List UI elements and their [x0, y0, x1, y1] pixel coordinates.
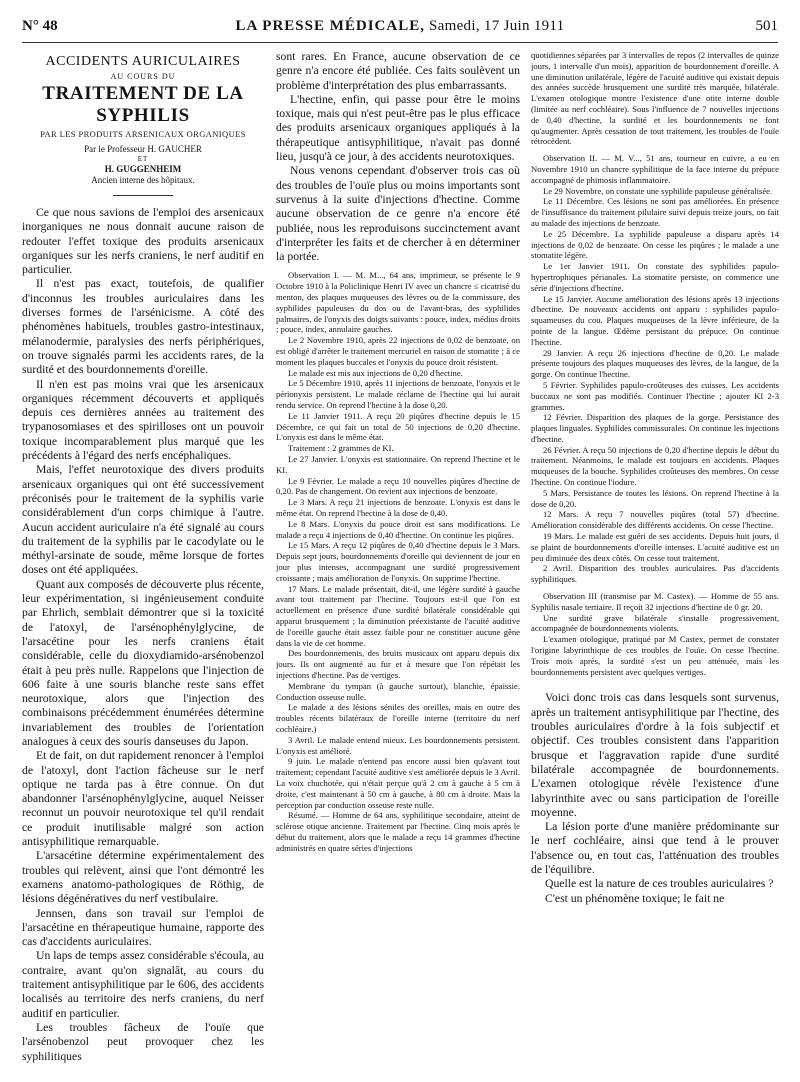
observation-entry: Le 25 Décembre. La syphilide papuleuse a disparu après 14 injections de 0,02 de benzoate. On cesse les piqûres ; le malade a une stomatite légère.	[531, 228, 779, 261]
paragraph: Il n'en est pas moins vrai que les arsenicaux organiques récemment découverts et appliqués depuis ces dernières années au traitement des trypanosomiases et des spirilloses ont un pouvoir toxique incomparablement plus marqué que les précédents à l'égard des nerfs encéphaliques.	[22, 377, 264, 463]
observation-entry: Le malade est mis aux injections de 0,20 d'hectine.	[288, 367, 463, 378]
observation-entry: Le 27 Janvier. L'onyxis est stationnaire. On reprend l'hectine et le KI.	[276, 454, 520, 475]
observation-entry: 5 Février. Syphilides papulo-croûteuses des cuisses. Les accidents buccaux ne sont pas modifiés. Continuer l'hectine ; ajouter KI 2-3 grammes.	[531, 379, 779, 412]
observation-entry: 12 Février. Disparition des plaques de la gorge. Persistance des plaques linguales. Syphilides commissurales. On continue les injections d'hectine.	[531, 412, 779, 444]
journal-title	[22, 18, 778, 35]
observation-entry: 2 Avril. Disparition des troubles auriculaires. Pas d'accidents syphilitiques.	[531, 563, 779, 585]
observation-entry: Membrane du tympan (à gauche surtout), blanchie, épaissie. Conduction osseuse nulle.	[276, 680, 520, 702]
paragraph: Jennsen, dans son travail sur l'emploi de l'arsacétine en thérapeutique humaine, rapporte des cas d'accidents auriculaires.	[22, 906, 264, 949]
paragraph: Les troubles fâcheux de l'ouïe que l'arsénobenzol peut provoquer chez les syphilitiques	[22, 1020, 264, 1063]
observation-entry: 26 Février. A reçu 50 injections de 0,20 d'hectine depuis le début du traitement. Néanmoins, le malade est toujours en accidents. Plaques muqueuses de la bouche. Syphilides croûteuses des membres. On cesse l'hectine. On continue l'iodure.	[531, 444, 779, 488]
observation-entry: 5 Mars. Persistance de toutes les lésions. On reprend l'hectine à la dose de 0,20.	[531, 487, 779, 509]
observation-entry: Le 8 Mars. L'onyxis du pouce droit est sans modifications. Le malade a reçu 4 injections de 0,40 d'hectine. On continue les piqûres.	[276, 518, 520, 540]
heading-separator	[113, 195, 173, 196]
observation-entry: 3 Avril. Le malade entend mieux. Les bourdonnements persistent. L'onyxis est amélioré.	[276, 734, 520, 756]
observation-entry: 12 Mars. A reçu 7 nouvelles piqûres (total 57) d'hectine. Amélioration considérable des différents accidents. On cesse l'hectine.	[531, 509, 779, 531]
column-2	[276, 50, 520, 1080]
article-subtitle: PAR LES PRODUITS ARSENICAUX ORGANIQUES	[40, 129, 246, 139]
paragraph: Il n'est pas exact, toutefois, de qualifier d'inconnus les troubles auriculaires dans les diverses formes de l'arsénicisme. A côté des phénomènes habituels, troubles gastro-intestinaux, mélanodermie, paralysies des nerfs périphériques, on trouve signalés parmi les accidents rares, de la surdité et des bourdonnements d'oreille.	[22, 277, 264, 377]
issue-number: N° 48	[22, 18, 58, 34]
article-title: TRAITEMENT DE LA SYPHILIS	[42, 83, 244, 126]
paragraph: L'arsacétine détermine expérimentalement des troubles qui relèvent, ainsi que l'ont démontré les examens anatomo-pathologiques de Röthig, de lésions dégénératives du nerf vestibulaire.	[22, 849, 264, 906]
observation-entry: Le 29 Novembre, on constate une syphilide papuleuse généralisée.	[543, 185, 773, 196]
article-heading	[22, 54, 264, 185]
observation-entry: Le 11 Janvier 1911. A reçu 20 piqûres d'hectine depuis le 15 Décembre, ce qui fait un total de 50 injections de 0,20 d'hectine. L'onyxis est dans le même état.	[276, 410, 520, 443]
paragraph: sont rares. En France, aucune observation de ce genre n'a encore été publiée. Ces faits soulèvent un problème d'interprétation des plus embarrassants.	[276, 50, 520, 92]
paragraph: Quelle est la nature de ces troubles auriculaires ?	[545, 877, 774, 891]
observation-entry: quotidiennes séparées par 3 intervalles de repos (2 intervalles de quinze jours, 1 intervalle d'un mois), apparition de bourdonnement d'oreille. A une diminution unilatérale, légère de l'acuité auditive qui existait depuis des années succède brusquement une surdité très marquée, bilatérale. L'examen otologique montre l'existence d'une otite interne double (limitée au nerf cochléaire). Sous l'influence de 7 nouvelles injections de 0,40 d'hectine, la surdité et les bourdonnements ne font qu'augmenter. Après cessation de tout traitement, les troubles de l'ouïe rétrocèdent.	[531, 50, 779, 147]
paragraph: La lésion porte d'une manière prédominante sur le nerf cochléaire, ainsi que tend à le prouver l'absence ou, en tout cas, l'atténuation des troubles de l'équilibre.	[531, 820, 779, 876]
observation-entry: Le 9 Février. Le malade a reçu 10 nouvelles piqûres d'hectine de 0,20. Pas de changement. On revient aux injections de benzoate.	[276, 475, 520, 497]
observation-heading: Observation II. — M. V..., 51 ans, tourneur en cuivre, a eu en Novembre 1910 un chancre syphilitique de la face interne du prépuce accompagné de phimosis inflammatoire.	[531, 153, 779, 185]
observation-entry: Le 5 Décembre 1910, après 11 injections de benzoate, l'onyxis et le périonyxis persistent. Le malade réclame de l'hectine qui lui aurait rendu service. On reprend l'hectine à la dose 0,20.	[276, 378, 520, 411]
observation-entry: L'examen otologique, pratiqué par M Castex, permet de constater l'origine labyrinthique de ces troubles de l'ouïe. On cesse l'hectine. Trois mois après, la surdité s'est un peu atténuée, mais les bourdonnements persistent avec quelques vertiges.	[531, 634, 779, 677]
column-3	[531, 50, 779, 1080]
column-1	[22, 50, 264, 1080]
article-and: ET	[137, 155, 149, 163]
page-header	[22, 18, 778, 40]
observation-heading: Observation III (transmise par M. Castex). — Homme de 55 ans. Syphilis nasale tertiaire. Il reçoit 32 injections d'hectine de 0 gr. 20.	[531, 591, 779, 612]
observation-entry: Traitement : 2 grammes de KI.	[288, 443, 394, 454]
article-coauthor: H. GUGGENHEIM	[104, 164, 182, 174]
observation-summary: Résumé. — Homme de 64 ans, syphilitique secondaire, atteint de sclérose otique ancienne. Traitement par l'hectine. Cinq mois après le début du traitement, alors que le malade a reçu 14 grammes d'hectine administrés en quatre séries d'injections	[276, 810, 520, 853]
observation-heading: Observation I. — M. M..., 64 ans, imprimeur, se présente le 9 Octobre 1910 à la Policlinique Henri IV avec un chancre ≤ cicatrisé du menton, des plaques muqueuses des lèvres ou de la commissure, des syphilides papuleuses du dos ou de l'avant-bras, des syphilides palmaires, de l'onyxis des doigts suivants : pouce, index, médius droits ; pouce, index, annulaire gauches.	[276, 270, 520, 335]
article-kicker-sub: AU COURS DU	[110, 72, 176, 81]
issue-date: Samedi, 17 Juin 1911	[424, 18, 565, 34]
observation-entry: Une surdité grave bilatérale s'installe progressivement, accompagnée de bourdonnements violents.	[531, 612, 779, 634]
observation-entry: Le 2 Novembre 1910, après 22 injections de 0,02 de benzoate, on est obligé d'arrêter le traitement mercuriel en raison de stomatite ; à ce moment les plaques buccales et l'onyxis du pouce droit résistent.	[276, 335, 520, 367]
paragraph: Mais, l'effet neurotoxique des divers produits arsenicaux organiques qui ont été successivement préconisés pour le traitement de la syphilis varie considérablement d'un corps chimique à l'autre. Aucun accident auriculaire n'a été signalé au cours du traitement de la syphilis par le cacodylate ou le méthyl-arsinate de soude, même lorsque de fortes doses ont été appliquées.	[22, 463, 264, 577]
paragraph: C'est un phénomène toxique; le fait ne	[545, 891, 725, 905]
observation-entry: Le 15 Mars. A reçu 12 piqûres de 0,40 d'hectine depuis le 3 Mars. Depuis sept jours, bourdonnements d'oreille qui deviennent de jour en jour plus intenses, accompagnant une surdité progressivement croissante ; mais amélioration de l'onyxis. On supprime l'hectine.	[276, 540, 520, 583]
observation-entry: 9 juin. Le malade n'entend pas encore aussi bien qu'avant tout traitement; cependant l'acuité auditive s'est améliorée depuis le 3 Avril. La voix chuchotée, qui n'était perçue qu'à 2 cm à gauche à 5 cm à droite, c'est maintenant à 50 cm à gauche, à 80 cm à droite. Mais la perception par conduction osseuse reste nulle.	[276, 756, 520, 810]
journal-name: LA PRESSE MÉDICALE,	[235, 18, 425, 34]
observation-entry: Le malade a des lésions séniles des oreilles, mais en outre des troubles récents bilatéraux de l'oreille interne (territoire du nerf cochléaire.)	[276, 702, 520, 734]
article-kicker: ACCIDENTS AURICULAIRES	[45, 54, 241, 69]
observation-entry: Le 3 Mars. A reçu 21 injections de benzoate. L'onyxis est dans le même état. On reprend l'hectine à la dose de 0,40.	[276, 497, 520, 518]
paragraph: Quant aux composés de découverte plus récente, leur expérimentation, si ingénieusement conduite par Ehrlich, semblait démontrer que si la toxicité de l'atoxyl, de l'arsénophénylglycine, de l'arsacétine pour les nerfs craniens était considérable, celle du dioxydiamido-arsénobenzol était à peu près nulle. Rappelons que l'injection de 606 faite à une souris blanche reste sans effet neurotoxique, alors que l'injection des combinaisons précédemment énumérées détermine invariablement des troubles de l'orientation analogues à ceux des souris danseuses du Japon.	[22, 577, 264, 748]
header-rule	[22, 42, 778, 43]
observation-entry: Le 11 Décembre. Ces lésions ne sont pas améliorées. En présence de l'insuffisance du traitement pilulaire suivi depuis treize jours, on fait au malade des injections de benzoate.	[531, 196, 779, 228]
observation-entry: Le 1er Janvier 1911. On constate des syphilides papulo-hypertrophiques périanales. La stomatite persiste, on commence une série d'injections d'hectine.	[531, 261, 779, 293]
observation-entry: 19 Mars. Le malade est guéri de ses accidents. Depuis huit jours, il se plaint de bourdonnements d'oreille intenses. L'acuité auditive est un peu diminuée des deux côtés. On cesse tout traitement.	[531, 531, 779, 563]
observation-entry: Des bourdonnements, des bruits musicaux ont apparu depuis dix jours. Ils ont augmenté au fur et à mesure que l'on répétait les injections d'hectine. Pas de vertiges.	[276, 648, 520, 680]
observation-entry: Le 15 Janvier. Aucune amélioration des lésions après 13 injections d'hectine. De nouveaux accidents ont apparu : syphilides papulo-squameuses du cou. Plaques muqueuses de la lèvre inférieure, de la pointe de la langue. Œdème persistant du prépuce. On continue l'hectine.	[531, 293, 779, 347]
paragraph: Ce que nous savions de l'emploi des arsenicaux inorganiques ne nous donnait aucune raison de redouter l'effet toxique des produits arsenicaux organiques sur les nerfs craniens, le nerf auditif en particulier.	[22, 206, 264, 277]
paragraph: Voici donc trois cas dans lesquels sont survenus, après un traitement antisyphilitique par l'hectine, des troubles auriculaires d'ordre à la fois subjectif et objectif. Ces troubles consistent dans l'apparition brusque et l'aggravation rapide d'une surdité bilatérale accompagnée de bourdonnements. L'examen otologique révèle l'existence d'une labyrinthite avec ou sans participation de l'oreille moyenne.	[531, 691, 779, 819]
paragraph: Nous venons cependant d'observer trois cas où des troubles de l'ouïe plus ou moins importants sont survenus à la suite d'injections d'hectine. Comme aucune observation de ce genre n'a encore été publiée, nous les reproduisons succinctement avant d'interpréter les faits et de chercher à en déterminer la portée.	[276, 164, 520, 264]
paragraph: L'hectine, enfin, qui passe pour être le moins toxique, mais qui n'est peut-être pas le plus efficace des produits arsenicaux organiques appliqués à la thérapeutique antisyphilitique, n'avait pas donné lieu, jusqu'à ce jour, à des accidents neurotoxiques.	[276, 92, 520, 164]
article-author: Par le Professeur H. GAUCHER	[84, 144, 202, 154]
observation-entry: 29 Janvier. A reçu 26 injections d'hectine de 0,20. Le malade présente toujours des plaques muqueuses des lèvres, de la langue, de la gorge. On continue l'hectine.	[531, 347, 779, 380]
paragraph: Un laps de temps assez considérable s'écoula, au contraire, avant qu'on signalât, au cours du traitement antisyphilitique par le 606, des accidents localisés au territoire des nerfs craniens, du nerf auditif en particulier.	[22, 949, 264, 1020]
paragraph: Et de fait, on dut rapidement renoncer à l'emploi de l'atoxyl, dont l'action fâcheuse sur le nerf optique ne tarda pas à être connue. On dut abandonner l'arsénophénylglycine, auquel Neisser reconnut un pouvoir neurotoxique tel qu'il rendait ce produit inutilisable malgré son action antisyphilitique remarquable.	[22, 749, 264, 849]
article-coauthor-title: Ancien interne des hôpitaux.	[91, 175, 195, 185]
observation-entry: 17 Mars. Le malade présentait, dit-il, une légère surdité à gauche avant tout traitement par l'hectine. Toujours est-il que l'on est actuellement en présence d'une surdité bilatérale considérable qui apparut brusquement ; la diminution préexistante de l'acuité auditive de l'oreille gauche était assez faible pour ne constituer aucune gêne dans la vie de cet homme.	[276, 583, 520, 648]
page-number: 501	[755, 18, 778, 34]
